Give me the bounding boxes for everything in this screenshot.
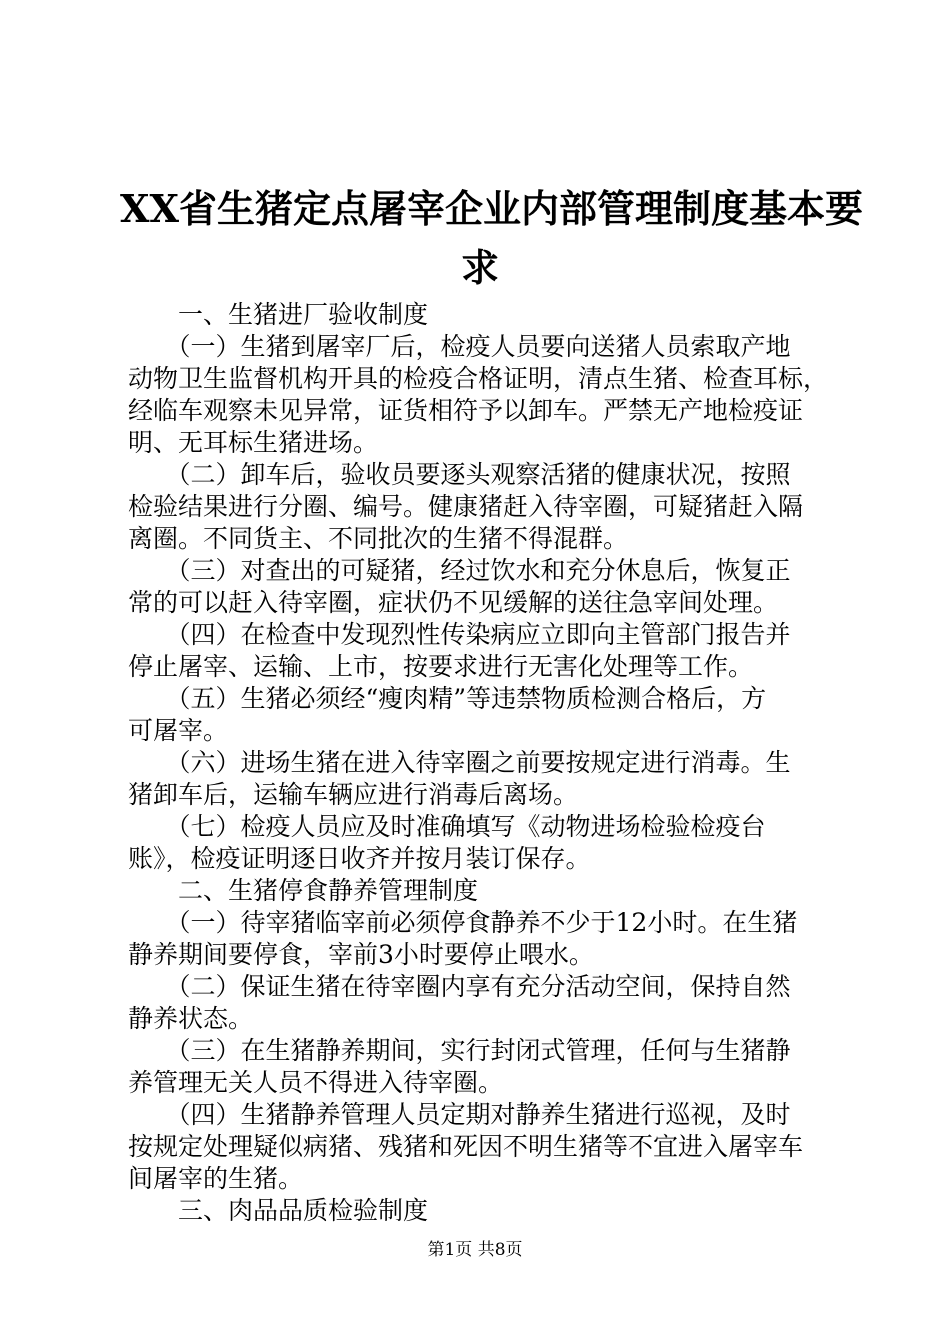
body-line: （四）在检查中发现烈性传染病应立即向主管部门报告并 bbox=[128, 620, 791, 649]
body-line: （四）生猪静养管理人员定期对静养生猪进行巡视，及时 bbox=[128, 1100, 791, 1129]
body-line: 猪卸车后，运输车辆应进行消毒后离场。 bbox=[128, 780, 579, 809]
body-line: 养管理无关人员不得进入待宰圈。 bbox=[128, 1068, 504, 1097]
body-line: 账》，检疫证明逐日收齐并按月装订保存。 bbox=[128, 844, 591, 873]
body-line: 明、无耳标生猪进场。 bbox=[128, 428, 379, 457]
body-line: （一）生猪到屠宰厂后，检疫人员要向送猪人员索取产地 bbox=[128, 332, 791, 361]
body-line: 动物卫生监督机构开具的检疫合格证明，清点生猪、检查耳标， bbox=[128, 364, 829, 393]
body-line: （七）检疫人员应及时准确填写《动物进场检验检疫台 bbox=[128, 812, 766, 841]
body-line: 间屠宰的生猪。 bbox=[128, 1164, 304, 1193]
body-line: 静养期间要停食，宰前3小时要停止喂水。 bbox=[128, 940, 594, 969]
body-line: 常的可以赶入待宰圈，症状仍不见缓解的送往急宰间处理。 bbox=[128, 588, 779, 617]
body-line: 可屠宰。 bbox=[128, 716, 229, 745]
body-line: （三）对查出的可疑猪，经过饮水和充分休息后，恢复正 bbox=[128, 556, 791, 585]
body-line: 检验结果进行分圈、编号。健康猪赶入待宰圈，可疑猪赶入隔 bbox=[128, 492, 804, 521]
section-heading-2: 二、生猪停食静养管理制度 bbox=[128, 876, 479, 905]
body-line: 按规定处理疑似病猪、残猪和死因不明生猪等不宜进入屠宰车 bbox=[128, 1132, 804, 1161]
body-line: （二）保证生猪在待宰圈内享有充分活动空间，保持自然 bbox=[128, 972, 791, 1001]
document-title-line-1: XX省生猪定点屠宰企业内部管理制度基本要 bbox=[120, 186, 863, 231]
body-line: 离圈。不同货主、不同批次的生猪不得混群。 bbox=[128, 524, 629, 553]
page-number-footer: 第1页 共8页 bbox=[427, 1240, 523, 1260]
body-line: （一）待宰猪临宰前必须停食静养不少于12小时。在生猪 bbox=[128, 908, 798, 937]
body-line: （二）卸车后，验收员要逐头观察活猪的健康状况，按照 bbox=[128, 460, 791, 489]
section-heading-3: 三、肉品品质检验制度 bbox=[128, 1196, 429, 1225]
body-line: 静养状态。 bbox=[128, 1004, 254, 1033]
body-line: （三）在生猪静养期间，实行封闭式管理，任何与生猪静 bbox=[128, 1036, 791, 1065]
body-line: 停止屠宰、运输、上市，按要求进行无害化处理等工作。 bbox=[128, 652, 754, 681]
body-line: （五）生猪必须经“瘦肉精”等违禁物质检测合格后，方 bbox=[128, 684, 767, 713]
document-title-line-2: 求 bbox=[460, 245, 499, 290]
section-heading-1: 一、生猪进厂验收制度 bbox=[128, 300, 429, 329]
body-line: 经临车观察未见异常，证货相符予以卸车。严禁无产地检疫证 bbox=[128, 396, 804, 425]
body-line: （六）进场生猪在进入待宰圈之前要按规定进行消毒。生 bbox=[128, 748, 791, 777]
